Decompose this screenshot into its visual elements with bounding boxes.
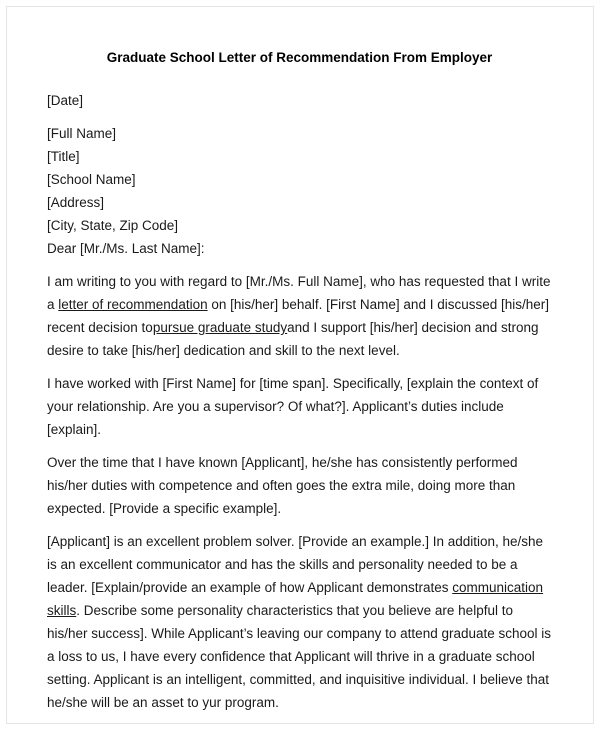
recipient-title: [Title]	[47, 149, 80, 164]
recipient-address: [Address]	[47, 195, 105, 210]
underlined-phrase-pursue-graduate-study: pursue graduate study	[152, 320, 288, 335]
paragraph-performance: Over the time that I have known [Applicant], he/she has consistently performed his/her duties with competence and often goes the extra mile, doing more than expected. [Provide a specific example].	[47, 455, 518, 516]
paragraph-endorsement	[47, 530, 552, 714]
recipient-school-name: [School Name]	[47, 172, 136, 187]
date-placeholder: [Date]	[47, 93, 84, 108]
paragraph-introduction	[47, 270, 552, 362]
salutation: Dear [Mr./Ms. Last Name]:	[47, 241, 205, 256]
recipient-block	[47, 122, 552, 237]
paragraph-text: . Describe some personality characteristics that you believe are helpful to his/her success]. While Applicant’s leaving our company to attend graduate school is a loss to us, I have every confidence that Applicant will thrive in a graduate school setting. Applicant is an intelligent, committed, and inquisitive individual. I believe that he/she will be an asset to yur program.	[47, 603, 552, 710]
underlined-phrase-letter-of-recommendation: letter of recommendation	[58, 297, 208, 312]
paragraph-text: I am writing to you with regard to [Mr./Ms. Full Name], who has requested that I write a	[47, 274, 551, 312]
paragraph-work-relationship: I have worked with [First Name] for [time span]. Specifically, [explain the context of your relationship. Are you a supervisor? Of what?]. Applicant’s duties include [explain].	[47, 376, 539, 437]
paragraph-text: and I support [his/her] decision and strong desire to take [his/her] dedication and skill to the next level.	[47, 320, 539, 358]
recipient-city-state-zip: [City, State, Zip Code]	[47, 218, 179, 233]
underlined-phrase-communication-skills: communication skills	[47, 580, 544, 618]
recipient-full-name: [Full Name]	[47, 126, 117, 141]
paragraph-text: on [his/her] behalf. [First Name] and I discussed [his/her] recent decision to	[47, 297, 550, 335]
paragraph-text: [Applicant] is an excellent problem solver. [Provide an example.] In addition, he/she is an excellent communicator and has the skills and personality needed to be a leader. [Explain/provide an example of how Applicant demonstrates	[47, 534, 544, 595]
document-title: Graduate School Letter of Recommendation From Employer	[106, 50, 493, 65]
